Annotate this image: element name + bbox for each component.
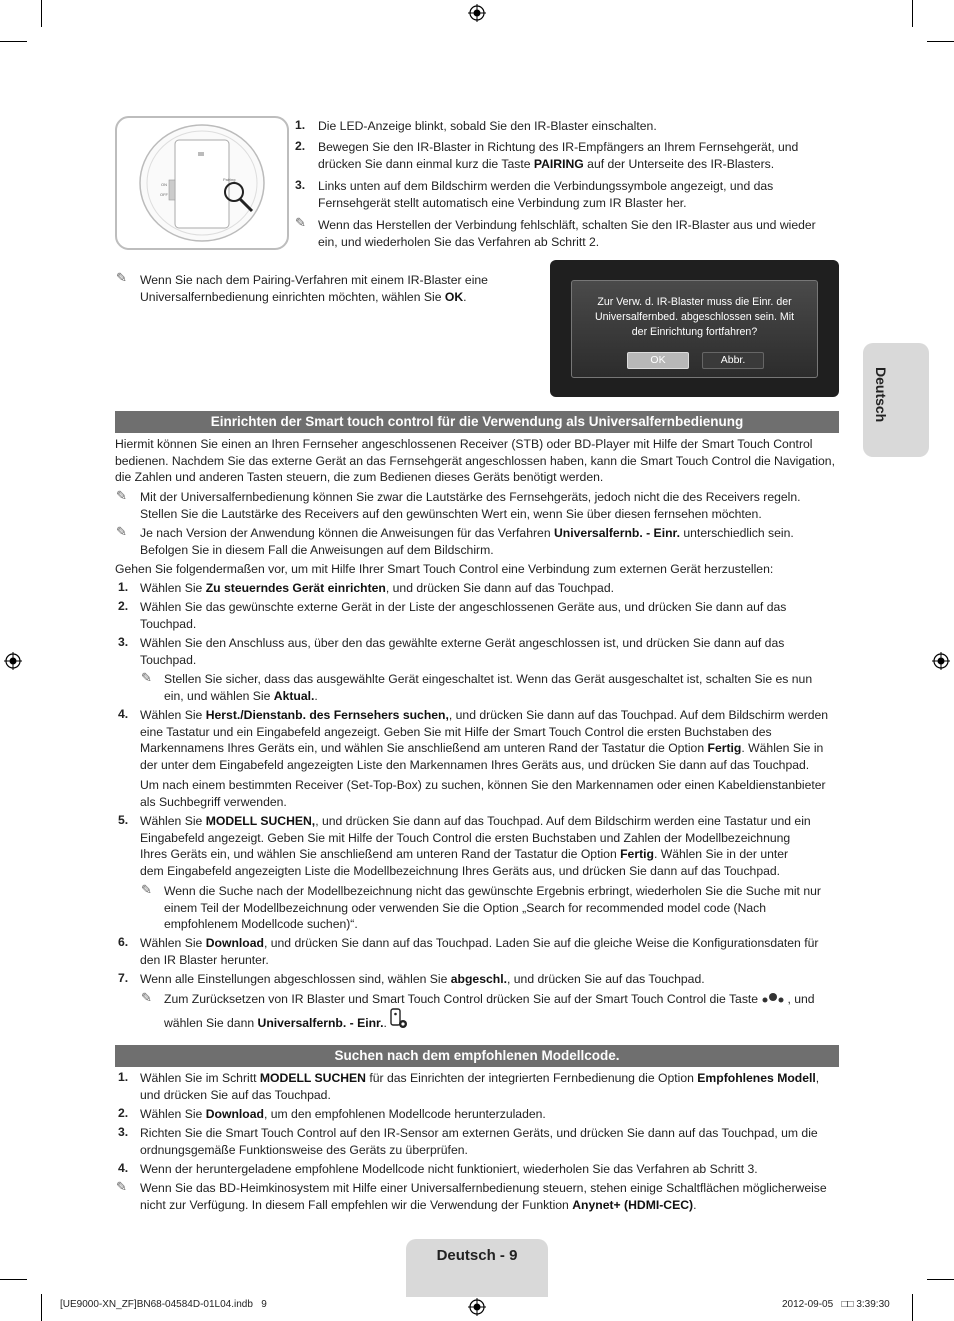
- note-icon: ✎: [116, 1179, 127, 1194]
- step-text: Wählen Sie Zu steuerndes Gerät einrichten, und drücken Sie dann auf das Touchpad.: [140, 581, 614, 595]
- step-text: Wählen Sie Download, um den empfohlenen Modellcode herunterzuladen.: [140, 1107, 546, 1121]
- step-number: 3.: [118, 1125, 129, 1139]
- dialog-cancel-button[interactable]: Abbr.: [702, 352, 764, 369]
- page-number-tab: [406, 1239, 548, 1297]
- page-number: Deutsch - 9: [436, 1247, 518, 1264]
- step-text: Wählen Sie MODELL SUCHEN,, und drücken Sie dann auf das Touchpad. Auf dem Bildschirm werden eine Tastatur und ein Eingabefeld angezeigt. Geben Sie mit Hilfe der Touch Control die ersten Buchstaben und Zahlen der Modellbezeichnung Ihres Geräts ein, und wählen Sie anschließend am unteren Rand der Tastatur die Option Fertig. Wählen Sie in der unter dem Eingabefeld angezeigten Liste die Modellbezeichnung Ihres Geräts aus, und drücken Sie dann auf das Touchpad.: [140, 814, 811, 878]
- registration-mark-icon: [932, 652, 950, 670]
- tv-dialog-screenshot: [550, 260, 839, 397]
- note-icon: ✎: [116, 488, 127, 503]
- step-number: 1.: [118, 1070, 129, 1084]
- step-text: Wählen Sie den Anschluss aus, über den das gewählte externe Gerät angeschlossen ist, und drücken Sie dann auf das Touchpad.: [140, 636, 785, 667]
- print-file-info: [UE9000-XN_ZF]BN68-04584D-01L04.indb 9: [60, 1299, 267, 1310]
- step-text: Die LED-Anzeige blinkt, sobald Sie den IR-Blaster einschalten.: [318, 119, 657, 133]
- section-title-bar: Einrichten der Smart touch control für die Verwendung als Universalfernbedienung: [115, 411, 839, 433]
- ir-blaster-illustration: [115, 116, 289, 250]
- ir-blaster-bottom-icon: [117, 118, 287, 248]
- note-icon: ✎: [116, 524, 127, 539]
- step-text: Wählen Sie Herst./Dienstanb. des Fernsehers suchen,, und drücken Sie dann auf das Touchpad. Auf dem Bildschirm werden eine Tastatur und ein Eingabefeld angezeigt. Geben Sie mit Hilfe der Smart Touch Control die ersten Buchstaben des Markennamens Ihres Geräts ein, und wählen Sie anschließend am unteren Rand der Tastatur die Option Fertig. Wählen Sie in der unter dem Eingabefeld angezeigten Liste den Markennamen Ihres Geräts aus, und drücken Sie dann auf das Touchpad.: [140, 708, 829, 772]
- registration-mark-icon: [4, 652, 22, 670]
- note-text: Zum Zurücksetzen von IR Blaster und Smart Touch Control drücken Sie auf der Smart Touch Control die Taste , und wählen Sie dann Universalfernb. - Einr..: [164, 992, 815, 1030]
- svg-text:Pairing: Pairing: [223, 177, 236, 182]
- step-text: Wählen Sie Download, und drücken Sie dann auf das Touchpad. Laden Sie auf die gleiche Weise die Konfigurationsdaten für den IR Blaster herunter.: [140, 936, 819, 967]
- step-extra-text: Um nach einem bestimmten Receiver (Set-Top-Box) zu suchen, können Sie den Markennamen oder einen Kabeldienstanbieter als Suchbegriff verwenden.: [140, 778, 826, 809]
- dialog-ok-button[interactable]: OK: [627, 352, 689, 369]
- crop-mark: [912, 0, 913, 27]
- step-text: Wenn alle Einstellungen abgeschlossen sind, wählen Sie abgeschl., und drücken Sie auf das Touchpad.: [140, 972, 705, 986]
- note-text: Wenn das Herstellen der Verbindung fehlschläft, schalten Sie den IR-Blaster aus und wieder ein, und wiederholen Sie das Verfahren ab Schritt 2.: [318, 218, 816, 249]
- step-text: Bewegen Sie den IR-Blaster in Richtung des IR-Empfängers an Ihrem Fernsehgerät, und drücken Sie dann einmal kurz die Taste PAIRING auf der Unterseite des IR-Blasters.: [318, 140, 799, 171]
- step-number: 2.: [118, 1106, 129, 1120]
- svg-text:ON: ON: [161, 182, 167, 187]
- section-intro: Hiermit können Sie einen an Ihren Fernseher angeschlossenen Receiver (STB) oder BD-Player mit Hilfe der Smart Touch Control bedienen. Nachdem Sie das externe Gerät an das Fernsehgerät angeschlossen haben, kann die Smart Touch Control die Navigation, die Zahlen und anderen Tasten steuern, die zum Bedienen dieses Geräts benötigt werden.: [115, 437, 835, 485]
- step-number: 4.: [118, 1161, 129, 1175]
- note-text: Stellen Sie sicher, dass das ausgewählte Gerät eingeschaltet ist. Wenn das Gerät ausgeschaltet ist, schalten Sie es nun ein, und wählen Sie Aktual..: [164, 672, 813, 703]
- crop-mark: [927, 1279, 954, 1280]
- step-text: Richten Sie die Smart Touch Control auf den IR-Sensor am externen Geräts, und drücken Sie dann auf das Touchpad, um die ordnungsgemäße Funktionsweise des Geräts zu überprüfen.: [140, 1126, 818, 1157]
- reset-button-icon: [761, 992, 787, 1004]
- dialog-message: Zur Verw. d. IR-Blaster muss die Einr. der Universalfernbed. abgeschlossen sein. Mit der Einrichtung fortfahren?: [594, 296, 795, 338]
- note-text: Je nach Version der Anwendung können die Anweisungen für das Verfahren Universalfernb. - Einr. unterschiedlich sein. Befolgen Sie in diesem Fall die Anweisungen auf dem Bildschirm.: [140, 526, 794, 557]
- side-tab-label: Deutsch: [873, 367, 889, 423]
- note-icon: ✎: [116, 270, 127, 285]
- crop-mark: [912, 1294, 913, 1321]
- step-number: 7.: [118, 971, 129, 985]
- step-text: Wählen Sie im Schritt MODELL SUCHEN für das Einrichten der integrierten Fernbedienung die Option Empfohlenes Modell, und drücken Sie auf das Touchpad.: [140, 1071, 820, 1102]
- pairing-note-text: Wenn Sie nach dem Pairing-Verfahren mit einem IR-Blaster eine Universalfernbedienung einrichten möchten, wählen Sie OK.: [140, 273, 488, 304]
- dialog-box: [571, 280, 818, 378]
- step-number: 2.: [295, 139, 306, 153]
- step-text: Links unten auf dem Bildschirm werden die Verbindungssymbole angezeigt, und das Fernsehgerät stellt automatisch eine Verbindung zum IR Blaster her.: [318, 179, 774, 210]
- crop-mark: [41, 1294, 42, 1321]
- step-number: 4.: [118, 707, 129, 721]
- step-text: Wählen Sie das gewünschte externe Gerät in der Liste der angeschlossenen Geräte aus, und drücken Sie dann auf das Touchpad.: [140, 600, 787, 631]
- note-icon: ✎: [141, 990, 152, 1005]
- note-text: Wenn Sie das BD-Heimkinosystem mit Hilfe einer Universalfernbedienung steuern, stehen einige Schaltflächen möglicherweise nicht zur Verfügung. In diesem Fall empfehlen wir die Verwendung der Funktion Anynet+ (HDMI-CEC).: [140, 1181, 827, 1212]
- registration-mark-icon: [468, 4, 486, 22]
- print-date-info: 2012-09-05 □□ 3:39:30: [782, 1299, 890, 1310]
- language-side-tab: [863, 343, 929, 457]
- crop-mark: [41, 0, 42, 27]
- step-number: 1.: [295, 118, 306, 132]
- note-icon: ✎: [295, 215, 306, 230]
- section-title-bar: Suchen nach dem empfohlenen Modellcode.: [115, 1045, 839, 1067]
- crop-mark: [927, 41, 954, 42]
- step-number: 6.: [118, 935, 129, 949]
- step-number: 2.: [118, 599, 129, 613]
- registration-mark-icon: [468, 1298, 486, 1316]
- note-icon: ✎: [141, 670, 152, 685]
- note-icon: ✎: [141, 882, 152, 897]
- step-number: 3.: [295, 178, 306, 192]
- lead-text: Gehen Sie folgendermaßen vor, um mit Hilfe Ihrer Smart Touch Control eine Verbindung zum externen Gerät herzustellen:: [115, 562, 774, 576]
- remote-settings-icon: [390, 1008, 408, 1030]
- crop-mark: [0, 1279, 27, 1280]
- step-number: 5.: [118, 813, 129, 827]
- step-number: 1.: [118, 580, 129, 594]
- note-text: Mit der Universalfernbedienung können Sie zwar die Lautstärke des Fernsehgeräts, jedoch nicht die des Receivers regeln. Stellen Sie die Lautstärke des Receivers auf den gewünschten Wert ein, wenn Sie über diesen fernsehen möchten.: [140, 490, 801, 521]
- note-text: Wenn die Suche nach der Modellbezeichnung nicht das gewünschte Ergebnis erbringt, wiederholen Sie die Suche mit nur einem Teil der Modellbezeichnung oder verwenden Sie die Option „Search for recommended model code (Nach empfohlenem Modellcode suchen)“.: [164, 884, 821, 932]
- svg-text:OFF: OFF: [160, 192, 168, 197]
- step-text: Wenn der heruntergeladene empfohlene Modellcode nicht funktioniert, wiederholen Sie das Verfahren ab Schritt 3.: [140, 1162, 758, 1176]
- crop-mark: [0, 41, 27, 42]
- step-number: 3.: [118, 635, 129, 649]
